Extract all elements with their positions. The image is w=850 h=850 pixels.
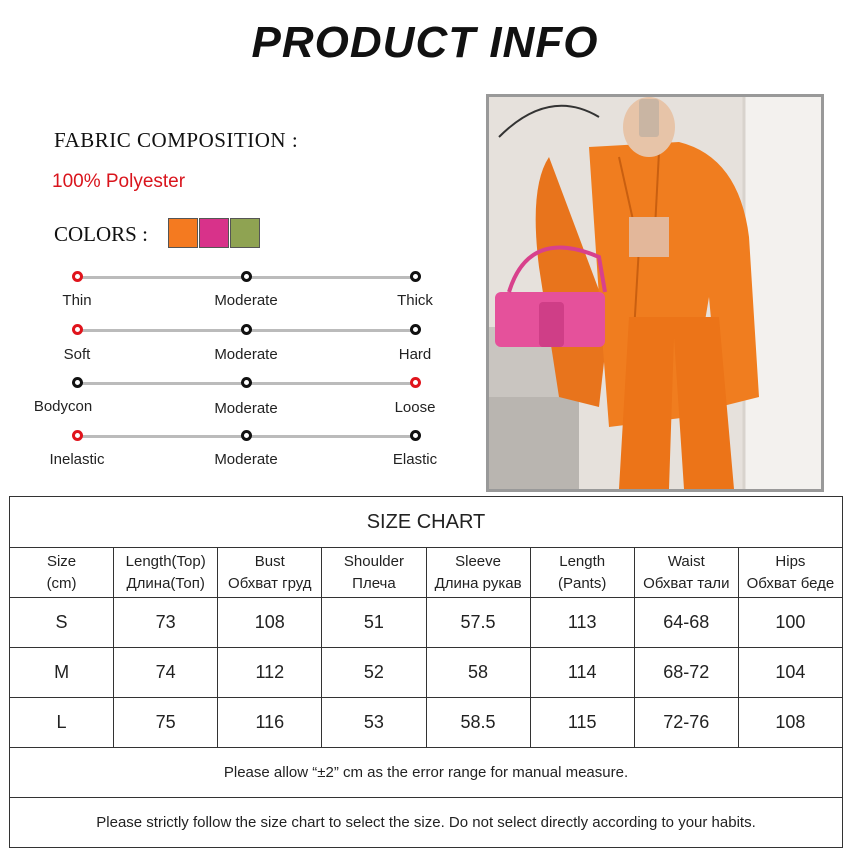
table-row — [10, 648, 843, 698]
header-line: Shoulder — [343, 552, 404, 570]
header-line: Length — [559, 552, 606, 570]
scale-label-right: Loose — [394, 399, 436, 416]
scale-label-right: Thick — [397, 292, 433, 309]
table-cell: 53 — [322, 698, 426, 748]
table-cell: 114 — [530, 648, 634, 698]
table-cell: 112 — [218, 648, 322, 698]
scale-dot-right — [410, 271, 421, 282]
size-chart-header-row — [10, 548, 843, 598]
table-cell: 75 — [114, 698, 218, 748]
page-title: PRODUCT INFO — [251, 18, 599, 67]
scale-dot-middle — [241, 430, 252, 441]
scale-label-middle: Moderate — [214, 292, 278, 309]
table-cell: 74 — [114, 648, 218, 698]
table-cell: 58 — [426, 648, 530, 698]
product-photo — [486, 94, 824, 492]
table-cell: 72-76 — [634, 698, 738, 748]
scale-dot-left — [72, 324, 83, 335]
size-chart-title: SIZE CHART — [10, 497, 843, 548]
header-line: Hips — [775, 552, 806, 570]
scale-label-left: Inelastic — [49, 451, 105, 468]
color-swatch-orange[interactable] — [168, 218, 198, 248]
table-cell: 51 — [322, 598, 426, 648]
scale-dot-right — [410, 324, 421, 335]
fabric-composition-label: FABRIC COMPOSITION : — [54, 128, 299, 152]
scale-label-right: Hard — [398, 346, 432, 363]
table-cell: 73 — [114, 598, 218, 648]
scale-label-right: Elastic — [392, 451, 438, 468]
colors-label: COLORS : — [54, 222, 148, 246]
header-line: (cm) — [46, 574, 77, 592]
table-cell: 108 — [738, 698, 842, 748]
error-range-note: Please allow “±2” cm as the error range for manual measure. — [10, 748, 843, 798]
header-line: Обхват тали — [643, 574, 730, 592]
scale-label-left: Thin — [62, 292, 92, 309]
color-swatch-green[interactable] — [230, 218, 260, 248]
scale-dot-left — [72, 271, 83, 282]
header-line: Длина(Топ) — [126, 574, 205, 592]
scale-label-middle: Moderate — [214, 346, 278, 363]
scale-dot-right — [410, 377, 421, 388]
table-cell: L — [10, 698, 114, 748]
column-header-shoulder — [322, 548, 426, 598]
header-line: Length(Top) — [125, 552, 206, 570]
scale-dot-left — [72, 377, 83, 388]
scale-label-middle: Moderate — [214, 451, 278, 468]
column-header-size — [10, 548, 114, 598]
header-line: Обхват беде — [746, 574, 835, 592]
table-cell: 116 — [218, 698, 322, 748]
scale-dot-middle — [241, 271, 252, 282]
header-line: Sleeve — [455, 552, 501, 570]
table-cell: M — [10, 648, 114, 698]
scale-dot-left — [72, 430, 83, 441]
table-row — [10, 698, 843, 748]
table-cell: 100 — [738, 598, 842, 648]
header-line: Длина рукав — [434, 574, 522, 592]
table-cell: 113 — [530, 598, 634, 648]
table-cell: 52 — [322, 648, 426, 698]
column-header-bust — [218, 548, 322, 598]
header-line: Size — [46, 552, 77, 570]
size-chart-table — [9, 496, 843, 848]
header-line: Обхват груд — [228, 574, 312, 592]
header-line: (Pants) — [558, 574, 607, 592]
scale-dot-middle — [241, 377, 252, 388]
column-header-length-pants — [530, 548, 634, 598]
table-cell: 58.5 — [426, 698, 530, 748]
header-line: Waist — [667, 552, 705, 570]
column-header-sleeve — [426, 548, 530, 598]
scale-dot-middle — [241, 324, 252, 335]
table-row — [10, 598, 843, 648]
scale-dot-right — [410, 430, 421, 441]
scale-label-left: Soft — [63, 346, 91, 363]
product-photo-illustration — [489, 97, 821, 489]
table-cell: S — [10, 598, 114, 648]
scale-label-middle: Moderate — [214, 400, 278, 417]
column-header-waist — [634, 548, 738, 598]
color-swatch-pink[interactable] — [199, 218, 229, 248]
table-cell: 68-72 — [634, 648, 738, 698]
table-cell: 104 — [738, 648, 842, 698]
column-header-length-top — [114, 548, 218, 598]
table-cell: 108 — [218, 598, 322, 648]
size-selection-note: Please strictly follow the size chart to select the size. Do not select directly according to your habits. — [10, 798, 843, 848]
header-line: Bust — [254, 552, 285, 570]
table-cell: 64-68 — [634, 598, 738, 648]
fabric-composition-value: 100% Polyester — [52, 171, 186, 192]
header-line: Плеча — [352, 574, 396, 592]
column-header-hips — [738, 548, 842, 598]
table-cell: 57.5 — [426, 598, 530, 648]
scale-label-left: Bodycon — [33, 398, 93, 415]
table-cell: 115 — [530, 698, 634, 748]
